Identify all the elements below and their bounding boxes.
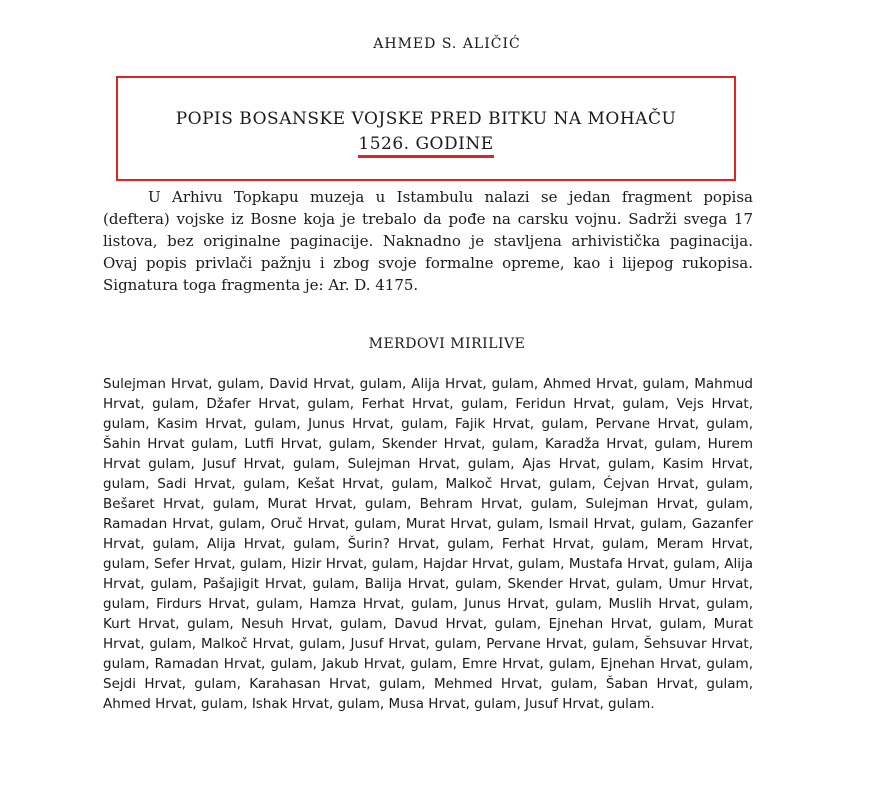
name-list-paragraph: Sulejman Hrvat, gulam, David Hrvat, gulam, Alija Hrvat, gulam, Ahmed Hrvat, gulam, Mahmud Hrvat, gulam, Džafer Hrvat, gulam, Ferhat Hrvat, gulam, Feridun Hrvat, gulam, Vejs Hrvat, gulam, Kasim Hrvat, gulam, Junus Hrvat, gulam, Fajik Hrvat, gulam, Pervane Hrvat, gulam, Šahin Hrvat gulam, Lutfi Hrvat, gulam, Skender Hrvat, gulam, Karadža Hrvat, gulam, Hurem Hrvat gulam, Jusuf Hrvat, gulam, Sulejman Hrvat, gulam, Ajas Hrvat, gulam, Kasim Hrvat, gulam, Sadi Hrvat, gulam, Kešat Hrvat, gulam, Malkoč Hrvat, gulam, Ćejvan Hrvat, gulam, Bešaret Hrvat, gulam, Murat Hrvat, gulam, Behram Hrvat, gulam, Sulejman Hrvat, gulam, Ramadan Hrvat, gulam, Oruč Hrvat, gulam, Murat Hrvat, gulam, Ismail Hrvat, gulam, Gazanfer Hrvat, gulam, Alija Hrvat, gulam, Šurin? Hrvat, gulam, Ferhat Hrvat, gulam, Meram Hrvat, gulam, Sefer Hrvat, gulam, Hizir Hrvat, gulam, Hajdar Hrvat, gulam, Mustafa Hrvat, gulam, Alija Hrvat, gulam, Pašajigit Hrvat, gulam, Balija Hrvat, gulam, Skender Hrvat, gulam, Umur Hrvat, gulam, Firdurs Hrvat, gulam, Hamza Hrvat, gulam, Junus Hrvat, gulam, Muslih Hrvat, gulam, Kurt Hrvat, gulam, Nesuh Hrvat, gulam, Davud Hrvat, gulam, Ejnehan Hrvat, gulam, Murat Hrvat, gulam, Malkoč Hrvat, gulam, Jusuf Hrvat, gulam, Pervane Hrvat, gulam, Šehsuvar Hrvat, gulam, Ramadan Hrvat, gulam, Jakub Hrvat, gulam, Emre Hrvat, gulam, Ejnehan Hrvat, gulam, Sejdi Hrvat, gulam, Karahasan Hrvat, gulam, Mehmed Hrvat, gulam, Šaban Hrvat, gulam, Ahmed Hrvat, gulam, Ishak Hrvat, gulam, Musa Hrvat, gulam, Jusuf Hrvat, gulam. — [103, 376, 753, 712]
title-highlight-box — [116, 76, 736, 181]
paper-title-year — [118, 134, 734, 154]
section-heading: MERDOVI MIRILIVE — [368, 336, 526, 352]
author-name: AHMED S. ALIČIĆ — [373, 36, 521, 52]
intro-paragraph: U Arhivu Topkapu muzeja u Istambulu nalazi se jedan fragment popisa (deftera) vojske iz Bosne koja je trebalo da pođe na carsku vojnu. Sadrži svega 17 listova, bez originalne paginacije. Naknadno je stavljena arhivistička paginacija. Ovaj popis privlači pažnju i zbog svoje formalne opreme, kao i lijepog rukopisa. Signatura toga fragmenta je: Ar. D. 4175. — [103, 188, 753, 294]
title-year-underlined: 1526. GODINE — [358, 134, 493, 158]
paper-title: POPIS BOSANSKE VOJSKE PRED BITKU NA MOHAČU — [175, 109, 677, 129]
